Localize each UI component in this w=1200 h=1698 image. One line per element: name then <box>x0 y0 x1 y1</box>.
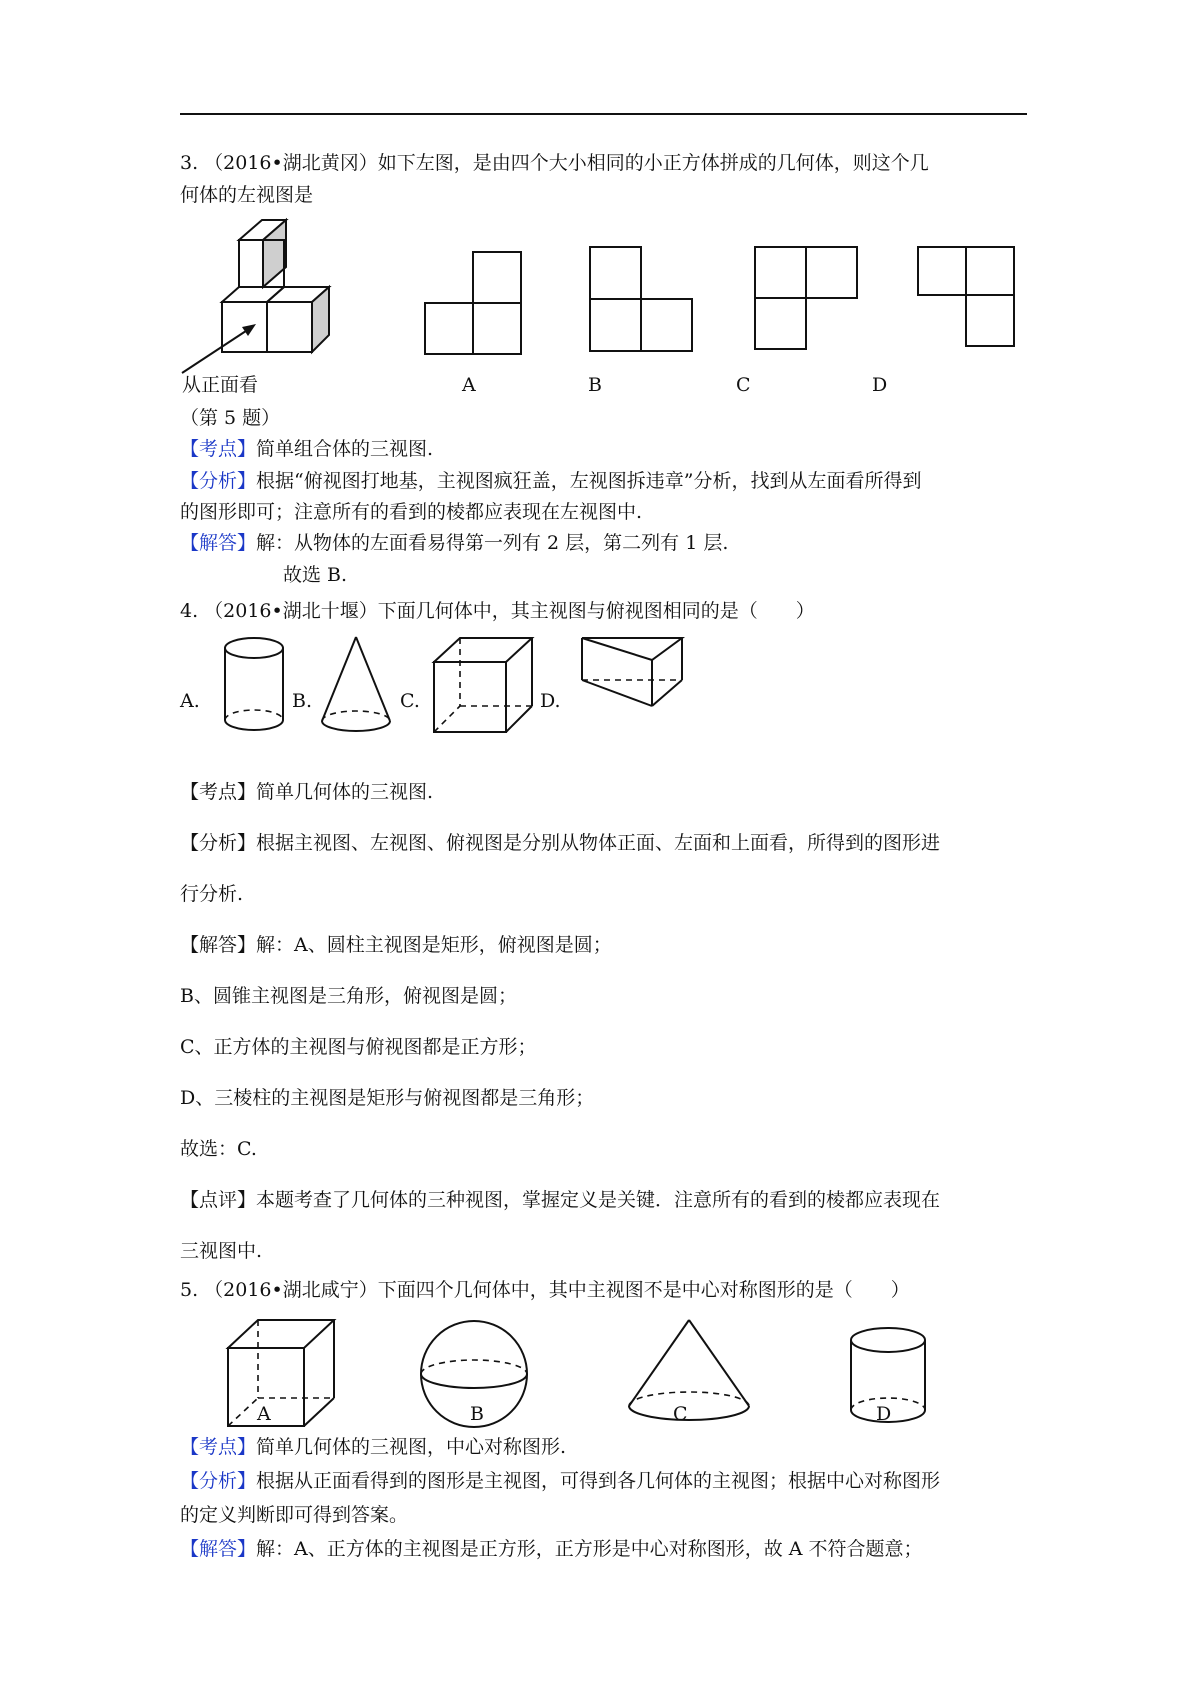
q5-fenxi-line2: 的定义判断即可得到答案。 <box>180 1504 409 1526</box>
q5-fenxi-line1: 根据从正面看得到的图形是主视图，可得到各几何体的主视图；根据中心对称图形 <box>256 1470 941 1492</box>
q3-option-b-figure <box>590 245 700 360</box>
q4-fenxi-line2: 行分析. <box>180 883 244 905</box>
q4-option-b-label: B. <box>292 690 313 712</box>
q4-jieda-line3: C、正方体的主视图与俯视图都是正方形； <box>180 1036 537 1058</box>
q3-line1: 3. （2016•湖北黄冈）如下左图，是由四个大小相同的小正方体拼成的几何体，则这个几 <box>180 152 929 174</box>
q5-jieda-line1: 解：A、正方体的主视图是正方形，正方形是中心对称图形，故 A 不符合题意； <box>256 1538 923 1560</box>
q5-choice-d: D <box>876 1403 892 1425</box>
q4-option-c-label: C. <box>400 690 420 712</box>
q5-jieda-tag: 【解答】 <box>180 1538 257 1560</box>
q4-jieda-line1: 【解答】解：A、圆柱主视图是矩形，俯视图是圆； <box>180 934 612 956</box>
q4-cube-figure <box>432 636 537 736</box>
q5-choice-b: B <box>470 1403 484 1425</box>
q4-answer: 故选：C. <box>180 1138 257 1160</box>
q3-fig-caption: 从正面看 <box>182 374 259 396</box>
q4-prism-figure <box>580 636 690 716</box>
q3-kaodian <box>180 434 433 464</box>
q4-kaodian: 【考点】简单几何体的三视图. <box>180 781 434 803</box>
q4-dianping-line2: 三视图中. <box>180 1240 263 1262</box>
q3-line2: 何体的左视图是 <box>180 184 314 206</box>
q5-choice-a: A <box>257 1403 271 1425</box>
q3-fenxi <box>180 466 921 496</box>
q4-cylinder-figure <box>222 635 292 735</box>
q3-kaodian-text: 简单组合体的三视图. <box>256 438 434 460</box>
q4-cone-figure <box>318 635 398 735</box>
q5-cone-figure <box>626 1318 756 1433</box>
q3-jieda-line1: 解：从物体的左面看易得第一列有 2 层，第二列有 1 层. <box>256 532 729 554</box>
q3-option-a-figure <box>425 250 535 360</box>
q5-jieda <box>180 1534 923 1564</box>
q5-fenxi <box>180 1466 940 1496</box>
q3-jieda <box>180 528 728 558</box>
q5-fenxi-tag: 【分析】 <box>180 1470 257 1492</box>
q3-choice-d: D <box>872 374 888 396</box>
q5-kaodian-tag: 【考点】 <box>180 1436 257 1458</box>
q3-option-d-figure <box>918 245 1028 360</box>
q3-choice-b: B <box>588 374 602 396</box>
q4-fenxi-line1: 【分析】根据主视图、左视图、俯视图是分别从物体正面、左面和上面看，所得到的图形进 <box>180 832 941 854</box>
q4-option-a-label: A. <box>180 690 200 712</box>
q5-line1: 5. （2016•湖北咸宁）下面四个几何体中，其中主视图不是中心对称图形的是（ ） <box>180 1279 910 1301</box>
q3-fenxi-tag: 【分析】 <box>180 470 257 492</box>
q3-choice-c: C <box>736 374 751 396</box>
q4-line1: 4. （2016•湖北十堰）下面几何体中，其主视图与俯视图相同的是（ ） <box>180 600 815 622</box>
q4-jieda-line2: B、圆锥主视图是三角形，俯视图是圆； <box>180 985 517 1007</box>
q3-problem-no: （第 5 题） <box>180 407 281 429</box>
q5-kaodian <box>180 1432 566 1462</box>
q4-jieda-line4: D、三棱柱的主视图是矩形与俯视图都是三角形； <box>180 1087 595 1109</box>
q5-choice-c: C <box>673 1403 688 1425</box>
q3-jieda-tag: 【解答】 <box>180 532 257 554</box>
q3-cubes-figure <box>180 215 340 385</box>
q3-fenxi-line1: 根据“俯视图打地基，主视图疯狂盖，左视图拆违章”分析，找到从左面看所得到 <box>256 470 922 492</box>
q3-choice-a: A <box>462 374 476 396</box>
q3-jieda-line2: 故选 B. <box>283 564 348 586</box>
q3-kaodian-tag: 【考点】 <box>180 438 257 460</box>
q5-kaodian-text: 简单几何体的三视图，中心对称图形. <box>256 1436 567 1458</box>
q3-fenxi-line2: 的图形即可；注意所有的看到的棱都应表现在左视图中. <box>180 501 643 523</box>
q4-dianping-line1: 【点评】本题考查了几何体的三种视图，掌握定义是关键．注意所有的看到的棱都应表现在 <box>180 1189 941 1211</box>
q4-option-d-label: D. <box>540 690 561 712</box>
header-rule <box>180 113 1027 115</box>
q3-option-c-figure <box>755 245 865 360</box>
q5-cube-figure <box>226 1318 346 1433</box>
